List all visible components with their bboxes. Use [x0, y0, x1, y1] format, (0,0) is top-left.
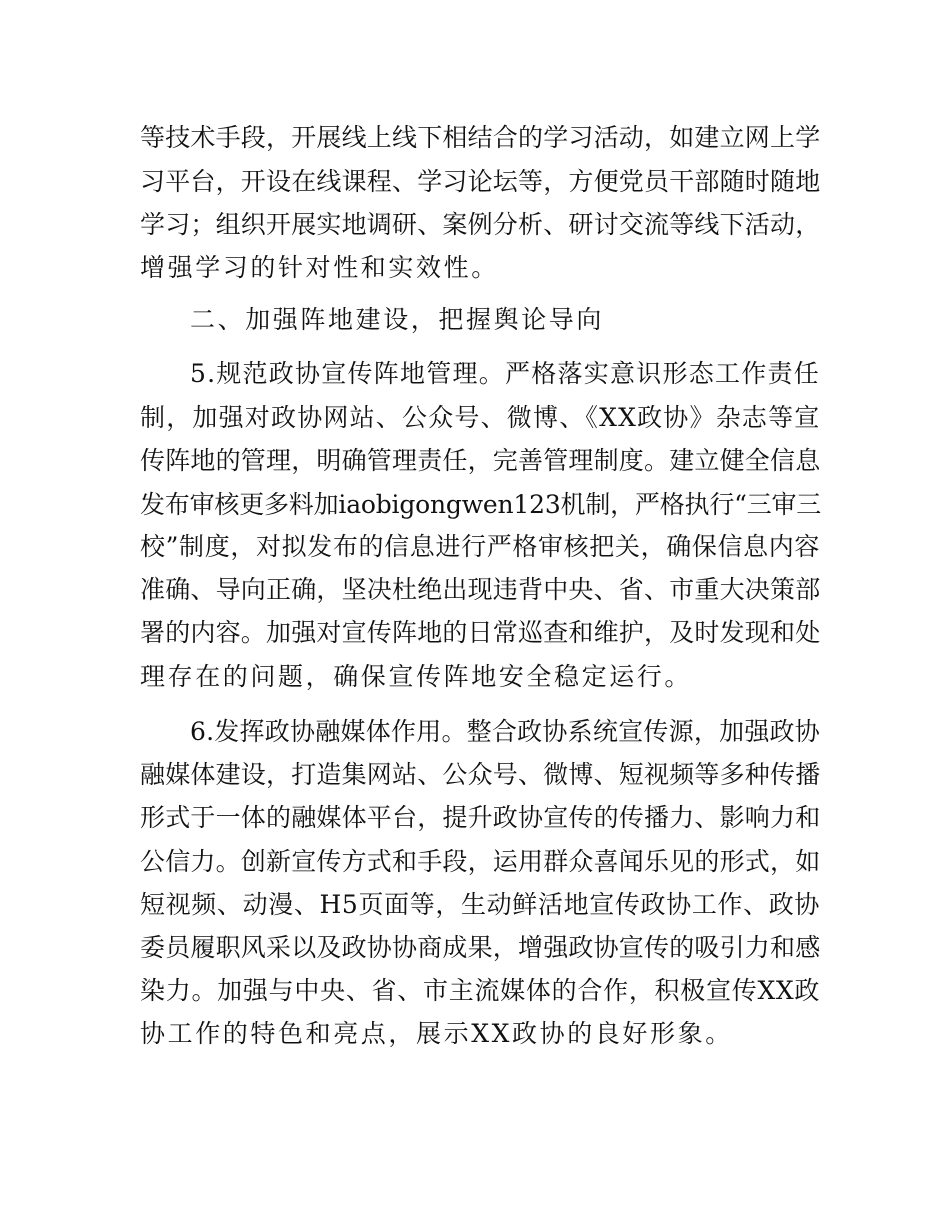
text-line: 发布审核更多料加iaobigongwen123机制，严格执行“三审三: [140, 490, 822, 519]
text-line: 委员履职风采以及政协协商成果，增强政协宣传的吸引力和感: [140, 933, 821, 962]
text-line: 协工作的特色和亮点，展示XX政协的良好形象。: [140, 1019, 733, 1048]
text-line: 6.发挥政协融媒体作用。整合政协系统宣传源，加强政协: [190, 717, 820, 746]
text-line: 学习；组织开展实地调研、案例分析、研讨交流等线下活动，: [140, 210, 821, 239]
text-line: 署的内容。加强对宣传阵地的日常巡查和维护，及时发现和处: [140, 618, 821, 647]
text-line: 习平台，开设在线课程、学习论坛等，方便党员干部随时随地: [140, 167, 821, 196]
text-line: 染力。加强与中央、省、市主流媒体的合作，积极宣传XX政: [140, 976, 820, 1005]
text-line: 形式于一体的融媒体平台，提升政协宣传的传播力、影响力和: [140, 803, 821, 832]
text-line: 短视频、动漫、H5页面等，生动鲜活地宣传政协工作、政协: [140, 890, 820, 919]
section-heading: 二、加强阵地建设，把握舆论导向: [190, 305, 605, 334]
text-line: 准确、导向正确，坚决杜绝出现违背中央、省、市重大决策部: [140, 575, 821, 604]
text-line: 等技术手段，开展线上线下相结合的学习活动，如建立网上学: [140, 123, 821, 152]
text-line: 融媒体建设，打造集网站、公众号、微博、短视频等多种传播: [140, 760, 821, 789]
text-line: 理存在的问题，确保宣传阵地安全稳定运行。: [140, 662, 693, 691]
text-line: 校”制度，对拟发布的信息进行严格审核把关，确保信息内容: [140, 532, 820, 561]
text-line: 5.规范政协宣传阵地管理。严格落实意识形态工作责任: [190, 359, 820, 388]
text-line: 传阵地的管理，明确管理责任，完善管理制度。建立健全信息: [140, 446, 821, 475]
text-line: 制，加强对政协网站、公众号、微博、《XX政协》杂志等宣: [140, 403, 821, 432]
text-line: 公信力。创新宣传方式和手段，运用群众喜闻乐见的形式，如: [140, 847, 821, 876]
text-line: 增强学习的针对性和实效性。: [140, 253, 499, 282]
